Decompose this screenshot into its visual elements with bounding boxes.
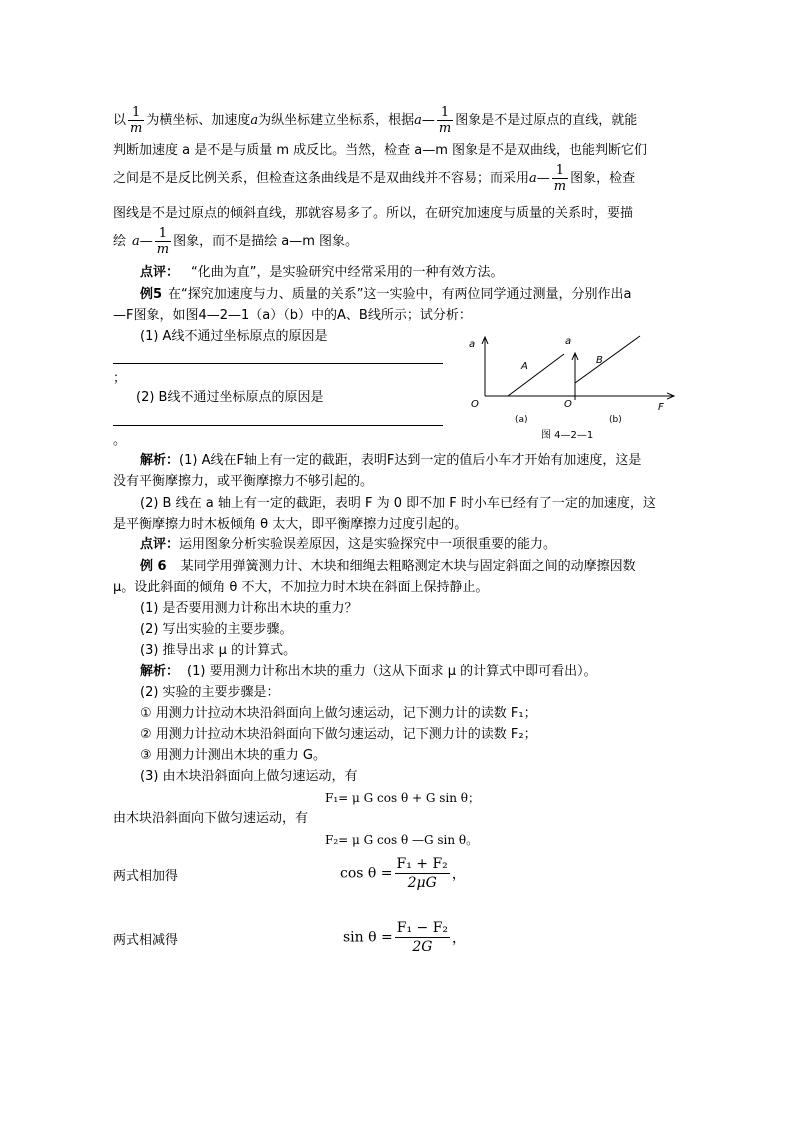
example-text: 某同学用弹簧测力计、木块和细绳去粗略测定木块与固定斜面之间的动摩擦因数 xyxy=(180,559,636,574)
example5-line1 xyxy=(140,286,631,304)
solution6-line3: (3) 由木块沿斜面向上做匀速运动，有 xyxy=(140,769,358,784)
var-a: a xyxy=(250,113,259,128)
label-a-right: a xyxy=(565,336,572,347)
solution6-line4: 由木块沿斜面向下做匀速运动，有 xyxy=(113,811,309,826)
lhs: sin θ = xyxy=(343,929,393,946)
line-B xyxy=(575,336,640,383)
lhs: cos θ = xyxy=(340,865,393,882)
label-origin-right: O xyxy=(564,399,572,410)
example6-q1: (1) 是否要用测力计称出木块的重力？ xyxy=(140,601,358,616)
step-1: ① 用测力计拉动木块沿斜面向上做匀速运动，记下测力计的读数 F₁； xyxy=(140,706,537,721)
example5-q1: (1) A线不通过坐标原点的原因是 xyxy=(140,329,328,344)
var-a: a xyxy=(414,113,422,128)
solution5-line1 xyxy=(140,452,641,470)
add-label: 两式相加得 xyxy=(113,869,179,884)
label-A: A xyxy=(521,361,528,372)
para1-line3 xyxy=(113,163,635,194)
example5-q2-end: 。 xyxy=(113,433,127,448)
comment-label: 点评： xyxy=(140,537,180,552)
example6-q3: (3) 推导出求 μ 的计算式。 xyxy=(140,643,297,658)
label-B: B xyxy=(596,355,603,366)
answer-blank-2[interactable] xyxy=(113,425,443,426)
text: 绘 xyxy=(113,234,127,249)
label-F: F xyxy=(658,402,664,413)
solution-label: 解析： xyxy=(140,664,180,679)
solution-label: 解析： xyxy=(140,453,180,468)
step-2: ② 用测力计拉动木块沿斜面向下做匀速运动，记下测力计的读数 F₂； xyxy=(140,727,537,742)
label-a-left: a xyxy=(469,339,476,350)
comma: ， xyxy=(452,930,467,947)
fraction-1-over-m: $\frac{1}{m}$ xyxy=(130,105,143,136)
example5-line2: —F图象，如图4—2—1（a）（b）中的A、B线所示；试分析： xyxy=(113,308,472,323)
solution-text: (1) 要用测力计称出木块的重力（这从下面求 μ 的计算式中即可看出）。 xyxy=(187,664,597,679)
comment-text: 运用图象分析实验误差原因，这是实验探究中一项很重要的能力。 xyxy=(179,537,557,552)
text: 为横坐标、加速度 xyxy=(146,113,251,128)
sub-label: 两式相减得 xyxy=(113,933,179,948)
sublabel-b: (b) xyxy=(609,415,622,425)
equation-1: F₁= μ G cos θ + G sin θ； xyxy=(325,791,481,805)
solution5-line2: 没有平衡摩擦力，或平衡摩擦力不够引起的。 xyxy=(113,474,374,489)
equation-2: F₂= μ G cos θ —G sin θ。 xyxy=(325,833,479,847)
equation-cos xyxy=(340,855,466,892)
text: 以 xyxy=(113,113,127,128)
line-A xyxy=(508,354,564,396)
solution5-line4: 是平衡摩擦力时木板倾角 θ 太大，即平衡摩擦力过度引起的。 xyxy=(113,517,468,532)
comment-text: “化曲为直”，是实验研究中经常采用的一种有效方法。 xyxy=(191,265,504,280)
para1-line1 xyxy=(113,105,637,136)
equation-sin xyxy=(343,919,466,956)
para1-line2: 判断加速度 a 是不是与质量 m 成反比。当然，检查 a—m 图象是不是双曲线，也能判断它们 xyxy=(113,143,648,158)
solution-text: (1) A线在F轴上有一定的截距，表明F达到一定的值后小车才开始有加速度，这是 xyxy=(179,453,642,468)
example6-line1 xyxy=(140,558,636,576)
answer-blank-1[interactable] xyxy=(113,363,443,364)
comment-label: 点评： xyxy=(140,265,180,280)
fraction: $\frac{\text{F₁ − F₂}}{2G}$ xyxy=(396,920,449,955)
solution5-line3: (2) B 线在 a 轴上有一定的截距，表明 F 为 0 即不加 F 时小车已经有了一定的加速度，这 xyxy=(140,496,656,511)
dash: — xyxy=(421,113,435,128)
example6-line2: μ。设此斜面的倾角 θ 不大，不加拉力时木块在斜面上保持静止。 xyxy=(113,580,489,595)
var-a: a— xyxy=(529,171,550,186)
figure-4-2-1 xyxy=(463,332,693,442)
comment2 xyxy=(140,536,556,554)
example5-q2: (2) B线不通过坐标原点的原因是 xyxy=(136,390,324,405)
solution6-line2: (2) 实验的主要步骤是： xyxy=(140,685,280,700)
var-a: a— xyxy=(132,234,153,249)
example-text: 在“探究加速度与力、质量的关系”这一实验中，有两位同学通过测量，分别作出a xyxy=(168,287,632,302)
text: 图象，检查 xyxy=(570,171,636,186)
text: 图象，而不是描绘 a—m 图象。 xyxy=(173,234,359,249)
text: 之间是不是反比例关系，但检查这条曲线是不是双曲线并不容易；而采用 xyxy=(113,171,530,186)
fraction-1-over-m: $\frac{1}{m}$ xyxy=(156,226,170,257)
comma: ， xyxy=(451,866,466,883)
example6-q2: (2) 写出实验的主要步骤。 xyxy=(140,622,293,637)
para1-line5 xyxy=(113,226,358,257)
text: 为纵坐标建立坐标系，根据 xyxy=(258,113,415,128)
fraction: $\frac{\text{F₁ + F₂}}{2\mu G}$ xyxy=(396,856,448,891)
label-origin-left: O xyxy=(471,399,479,410)
text: 图象是不是过原点的直线，就能 xyxy=(455,113,638,128)
para1-line4: 图线是不是过原点的倾斜直线，那就容易多了。所以，在研究加速度与质量的关系时，要描 xyxy=(113,206,634,221)
example-label: 例5 xyxy=(140,287,163,302)
figure-caption: 图 4—2—1 xyxy=(541,430,594,441)
example-label: 例 6 xyxy=(140,559,167,574)
fraction-1-over-m: $\frac{1}{m}$ xyxy=(553,163,567,194)
step-3: ③ 用测力计测出木块的重力 G。 xyxy=(140,748,326,763)
fraction-1-over-m: $\frac{1}{m}$ xyxy=(438,105,452,136)
sublabel-a: (a) xyxy=(515,415,528,425)
solution6-line1 xyxy=(140,663,597,681)
example5-q1-end: ； xyxy=(113,371,127,386)
comment1 xyxy=(140,264,504,282)
